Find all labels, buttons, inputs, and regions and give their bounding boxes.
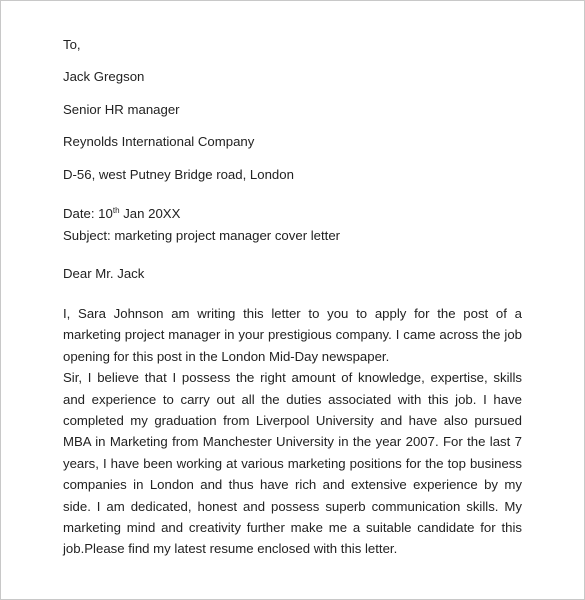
date-suffix: th (112, 206, 120, 215)
company-address: D-56, west Putney Bridge road, London (63, 167, 294, 182)
greeting-to: To, (63, 37, 81, 52)
date-rest: Jan 20XX (119, 206, 181, 221)
body-paragraph-2: Sir, I believe that I possess the right amount of knowledge, expertise, skills and experience to carry out all the duties associated with this job. I have completed my graduation from Liverpool University and have also pursued MBA in Marketing from Manchester University in the year 2007. For the last 7 years, I have been working at various marketing positions for the top business companies in London and thus have rich and extensive experience by my side. I am dedicated, honest and possess superb communication skills. My marketing mind and creativity further make me a suitable candidate for this job.Please find my latest resume enclosed with this letter. (63, 370, 522, 557)
letter-body (63, 303, 522, 560)
date-prefix: Date: 10 (63, 206, 113, 221)
letter-date (63, 206, 180, 222)
recipient-name: Jack Gregson (63, 69, 145, 84)
salutation: Dear Mr. Jack (63, 266, 145, 281)
letter-subject: Subject: marketing project manager cover letter (63, 228, 341, 243)
company-name: Reynolds International Company (63, 134, 255, 149)
body-paragraph-1: I, Sara Johnson am writing this letter to you to apply for the post of a marketing project manager in your prestigious company. I came across the job opening for this post in the London Mid-Day newspaper. (63, 306, 522, 364)
recipient-title: Senior HR manager (63, 102, 180, 117)
